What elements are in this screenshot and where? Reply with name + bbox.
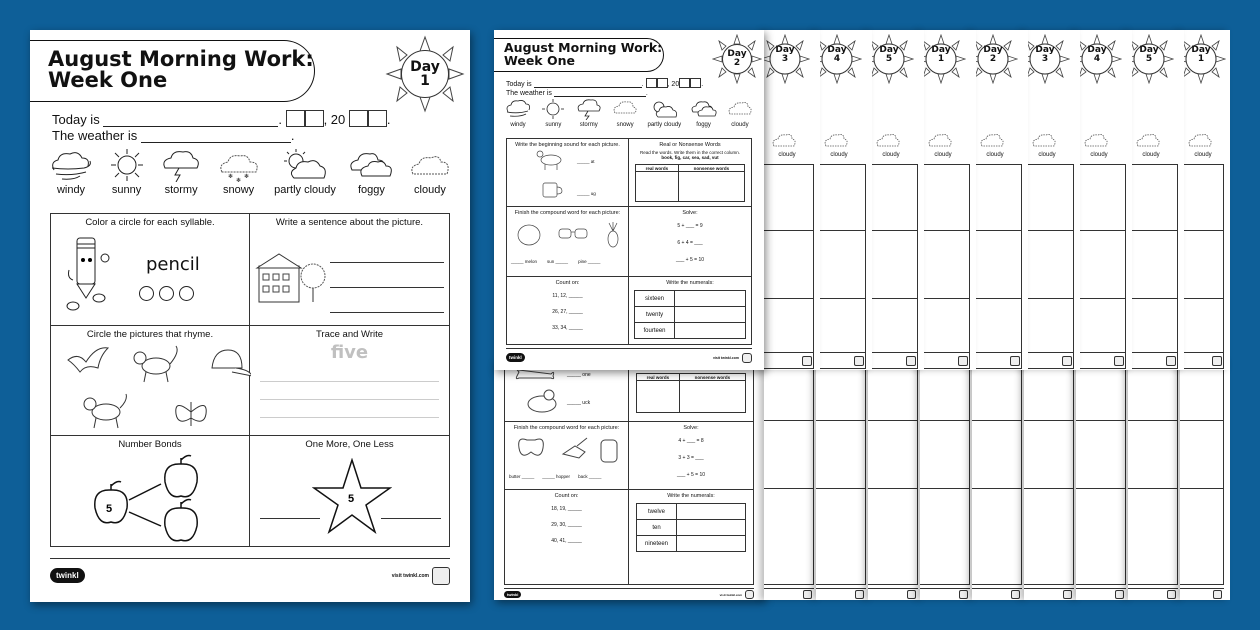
weather-option-cloudy[interactable]: cloudy <box>726 98 754 128</box>
real-nonsense-table: real words nonsense words <box>635 164 745 202</box>
storm-cloud-icon <box>159 148 203 182</box>
partly-cloudy-icon <box>280 148 330 182</box>
title-line1: August Morning Work: <box>48 47 314 71</box>
title-banner <box>30 40 315 102</box>
quality-badge-icon <box>855 590 864 599</box>
weather-options <box>504 98 754 128</box>
svg-text:❄: ❄ <box>227 174 233 180</box>
cell-solve: Solve: 5 + ___ = 9 6 + 4 = ___ ___ + 5 = 10 <box>629 207 751 277</box>
weather-line: The weather is . <box>506 90 648 97</box>
stacked-sheet-top-7 <box>1076 30 1132 370</box>
back-footer <box>504 588 754 600</box>
twinkl-logo[interactable]: twinkl <box>50 568 85 583</box>
activity-grid <box>50 213 450 547</box>
svg-text:❄: ❄ <box>243 174 249 180</box>
quality-badge-icon <box>1213 590 1222 599</box>
quality-badge-icon <box>1166 356 1176 366</box>
butterfly-icon <box>176 402 206 426</box>
apple-part1-icon <box>165 464 197 497</box>
trace-line-3[interactable] <box>260 417 439 418</box>
stacked-sheet-bottom-1 <box>764 360 820 600</box>
date-field[interactable] <box>103 126 278 127</box>
quality-badge-icon <box>803 590 812 599</box>
windy-cloud-icon <box>504 98 532 120</box>
cell-syllables <box>51 214 250 326</box>
back-beginning-sound: _____ one _____ uck <box>505 360 629 422</box>
activity-grid <box>506 138 752 345</box>
stacked-sheet-bottom-5 <box>972 360 1028 600</box>
stacked-sheet-bottom-8 <box>1128 360 1184 600</box>
star-icon <box>312 458 392 534</box>
day-badge-text: Day 2 <box>983 45 1003 64</box>
weather-option-windy[interactable]: windy <box>48 148 94 196</box>
sentence-line-3[interactable] <box>330 312 444 313</box>
visit-link[interactable]: visit twinkl.com <box>720 590 754 599</box>
compound-pictures <box>515 221 625 249</box>
cell-number-bonds <box>51 436 250 546</box>
snow-cloud-icon <box>216 148 262 182</box>
back-solve: Solve: 4 + ___ = 8 3 + 3 = ___ ___ + 5 = 10 <box>629 422 753 490</box>
one-more-less-title: One More, One Less <box>305 439 394 450</box>
apple-part2-icon <box>165 508 197 541</box>
cap-icon <box>212 350 251 376</box>
bone-icon <box>515 368 555 382</box>
worksheet-day2 <box>494 30 764 370</box>
syllable-circles <box>139 286 194 301</box>
cell-rhyme <box>51 326 250 436</box>
year-box-2[interactable] <box>368 110 387 127</box>
school-building-icon <box>255 252 330 307</box>
sun-day-badge: Day 2 <box>712 34 762 84</box>
stacked-sheet-bottom-6 <box>1024 360 1080 600</box>
sentence-line-1[interactable] <box>330 262 444 263</box>
rhyme-pictures <box>56 342 251 437</box>
stacked-sheet-bottom-7 <box>1076 360 1132 600</box>
back-compound: Finish the compound word for each picture: butter _____ _____ hopper back _____ <box>505 422 629 490</box>
weather-label-cloudy: cloudy <box>1194 152 1212 158</box>
visit-link[interactable]: visit twinkl.com <box>713 353 752 363</box>
weather-option-foggy[interactable]: foggy <box>348 148 394 196</box>
quality-badge-icon <box>907 590 916 599</box>
day-badge-text: Day 5 <box>1139 45 1159 64</box>
footer <box>506 348 752 364</box>
day-badge-text: Day 1 <box>1191 45 1211 64</box>
title-line2: Week One <box>504 52 575 68</box>
visit-link[interactable]: visit twinkl.com <box>392 567 450 585</box>
back-real-nonsense-table: real words nonsense words <box>636 373 746 413</box>
title-line1: August Morning Work: <box>504 40 663 55</box>
cloud-icon <box>926 130 956 150</box>
weather-option-snowy[interactable]: snowy <box>611 98 639 128</box>
svg-text:5: 5 <box>348 493 355 505</box>
stacked-sheet-bottom-4 <box>920 360 976 600</box>
cloud-icon <box>726 98 754 120</box>
stacked-sheet-top-3 <box>868 30 924 370</box>
weather-option-cloudy[interactable]: cloudy <box>407 148 453 196</box>
stacked-sheet-top-5 <box>972 30 1028 370</box>
pencil-character-icon <box>63 234 113 314</box>
windy-cloud-icon <box>48 148 94 182</box>
cell-sentence <box>250 214 449 326</box>
stacked-sheet-top-1 <box>764 30 820 370</box>
stacked-sheet-top-9 <box>1180 30 1230 370</box>
back-worksheet <box>494 360 764 600</box>
day-box-2[interactable] <box>305 110 324 127</box>
quality-badge-icon <box>1010 356 1020 366</box>
butterfly-icon <box>519 439 544 455</box>
weather-option-stormy[interactable]: stormy <box>575 98 603 128</box>
cat-icon <box>134 346 177 382</box>
sentence-title: Write a sentence about the picture. <box>275 217 424 228</box>
compound-pictures <box>515 436 625 466</box>
weather-label-cloudy: cloudy <box>830 152 848 158</box>
title-line2: Week One <box>48 68 168 92</box>
date-line: Today is . , 20 . <box>506 78 703 88</box>
cloud-icon <box>1134 130 1164 150</box>
quality-badge-icon <box>1062 356 1072 366</box>
cell-real-nonsense: Real or Nonsense Words Read the words. Write them in the correct column. book, fig, car, sea, sad, vut real words nonsense words <box>629 139 751 207</box>
today-label: Today is <box>52 112 100 127</box>
quality-badge-icon <box>906 356 916 366</box>
day-label: Day <box>410 59 440 75</box>
bat-icon <box>68 348 108 372</box>
syllable-circle-2[interactable] <box>159 286 174 301</box>
day-badge-text: Day 3 <box>775 45 795 64</box>
quality-badge-icon <box>1114 356 1124 366</box>
weather-label-cloudy: cloudy <box>1038 152 1056 158</box>
dog-icon <box>84 394 126 428</box>
weather-label-cloudy: cloudy <box>986 152 1004 158</box>
quality-badge-icon <box>1167 590 1176 599</box>
stacked-sheet-top-8 <box>1128 30 1184 370</box>
twinkl-logo[interactable]: twinkl <box>504 591 521 598</box>
one-less-line[interactable] <box>260 518 320 519</box>
quality-badge-icon <box>854 356 864 366</box>
partly-cloudy-icon <box>649 98 679 120</box>
sun-icon <box>540 98 566 120</box>
rhyme-title: Circle the pictures that rhyme. <box>86 329 214 340</box>
cloud-icon <box>822 130 852 150</box>
day-badge-text: Day 4 <box>1087 45 1107 64</box>
main-worksheet-day1 <box>30 30 470 602</box>
svg-text:5: 5 <box>106 503 113 515</box>
quality-badge-icon <box>958 356 968 366</box>
weather-line: The weather is . <box>52 128 295 143</box>
quality-badge-icon <box>742 353 752 363</box>
cell-one-more-less <box>250 436 449 546</box>
weather-option-stormy[interactable]: stormy <box>159 148 203 196</box>
trace-line-2[interactable] <box>260 399 439 400</box>
cloud-icon <box>874 130 904 150</box>
year-prefix: , 20 <box>323 112 346 127</box>
weather-label-cloudy: cloudy <box>934 152 952 158</box>
footer <box>50 558 450 588</box>
back-numerals-table: twelve ten nineteen <box>636 503 746 552</box>
quality-badge-icon <box>959 590 968 599</box>
quality-badge-icon <box>432 567 450 585</box>
weather-option-foggy[interactable]: foggy <box>690 98 718 128</box>
trace-word: five <box>330 342 369 363</box>
stacked-sheet-bottom-9 <box>1180 360 1230 600</box>
weather-label-cloudy: cloudy <box>882 152 900 158</box>
syllable-circle-3[interactable] <box>179 286 194 301</box>
cloud-icon <box>1030 130 1060 150</box>
backpack-icon <box>601 440 617 462</box>
sentence-line-2[interactable] <box>330 287 444 288</box>
weather-field[interactable] <box>141 142 291 143</box>
quality-badge-icon <box>1212 356 1222 366</box>
day-number: 1 <box>420 73 430 89</box>
cloud-icon <box>1186 130 1216 150</box>
quality-badge-icon <box>1063 590 1072 599</box>
quality-badge-icon <box>802 356 812 366</box>
weather-option-snowy[interactable]: ❄ ❄ ❄ snowy <box>216 148 262 196</box>
grasshopper-icon <box>563 438 587 458</box>
stacked-sheet-top-6 <box>1024 30 1080 370</box>
cell-trace-write <box>250 326 449 436</box>
number-bond-apples <box>89 450 219 545</box>
cell-compound: Finish the compound word for each picture: _____ melon sun _____ pine _____ <box>507 207 629 277</box>
numerals-table: sixteen twenty fourteen <box>634 290 746 339</box>
storm-cloud-icon <box>575 98 603 120</box>
back-count-on: Count on: 18, 19, _____ 29, 30, _____ 40, 41, _____ <box>505 490 629 584</box>
title-banner <box>494 38 664 72</box>
weather-label-cloudy: cloudy <box>1090 152 1108 158</box>
day-badge-text: Day 1 <box>931 45 951 64</box>
day-badge-text: Day 4 <box>827 45 847 64</box>
weather-option-windy[interactable]: windy <box>504 98 532 128</box>
stacked-sheet-bottom-3 <box>868 360 924 600</box>
weather-option-sunny[interactable]: sunny <box>540 98 566 128</box>
weather-options <box>48 148 453 196</box>
trace-title: Trace and Write <box>315 329 384 340</box>
twinkl-logo[interactable]: twinkl <box>506 353 525 362</box>
day-badge-text: Day 5 <box>879 45 899 64</box>
sun-icon <box>107 148 147 182</box>
svg-text:❄: ❄ <box>235 178 241 182</box>
back-numerals: Write the numerals: twelve ten nineteen <box>629 490 753 584</box>
weather-option-partly-cloudy[interactable]: partly cloudy <box>274 148 336 196</box>
day-box-1[interactable] <box>286 110 305 127</box>
quality-badge-icon <box>745 590 754 599</box>
mug-icon <box>541 179 563 199</box>
snow-cloud-icon <box>611 98 639 120</box>
day-badge-text: Day 3 <box>1035 45 1055 64</box>
quality-badge-icon <box>1011 590 1020 599</box>
syllable-circle-1[interactable] <box>139 286 154 301</box>
weather-label-cloudy: cloudy <box>1142 152 1160 158</box>
fog-cloud-icon <box>690 98 718 120</box>
one-more-line[interactable] <box>381 518 441 519</box>
pineapple-icon <box>608 231 618 247</box>
number-bonds-title: Number Bonds <box>118 439 182 450</box>
syllable-word: pencil <box>146 254 200 275</box>
weather-label-cloudy: cloudy <box>778 152 796 158</box>
year-box-1[interactable] <box>349 110 368 127</box>
weather-option-sunny[interactable]: sunny <box>107 148 147 196</box>
cell-beginning-sound: Write the beginning sound for each picture. _____ at _____ ug <box>507 139 629 207</box>
cell-count-on: Count on: 11, 12, _____ 26, 27, _____ 33, 34, _____ <box>507 277 629 344</box>
weather-option-partly-cloudy[interactable]: partly cloudy <box>648 98 682 128</box>
cloud-icon <box>407 148 453 182</box>
stacked-sheet-bottom-2 <box>816 360 872 600</box>
date-line: Today is . , 20 . <box>52 112 391 127</box>
melon-icon <box>518 225 540 245</box>
quality-badge-icon <box>1115 590 1124 599</box>
cell-numerals: Write the numerals: sixteen twenty fourteen <box>629 277 751 344</box>
cloud-icon <box>770 130 800 150</box>
goat-icon <box>535 149 567 171</box>
syllables-title: Color a circle for each syllable. <box>85 217 215 228</box>
cloud-icon <box>978 130 1008 150</box>
stacked-sheet-top-4 <box>920 30 976 370</box>
fog-cloud-icon <box>348 148 394 182</box>
sun-day-badge <box>385 35 465 113</box>
stacked-sheet-top-2 <box>816 30 872 370</box>
weather-label: The weather is <box>52 128 138 143</box>
cloud-icon <box>1082 130 1112 150</box>
sunglasses-icon <box>559 229 587 238</box>
trace-line-1[interactable] <box>260 381 439 382</box>
duck-icon <box>525 388 559 414</box>
